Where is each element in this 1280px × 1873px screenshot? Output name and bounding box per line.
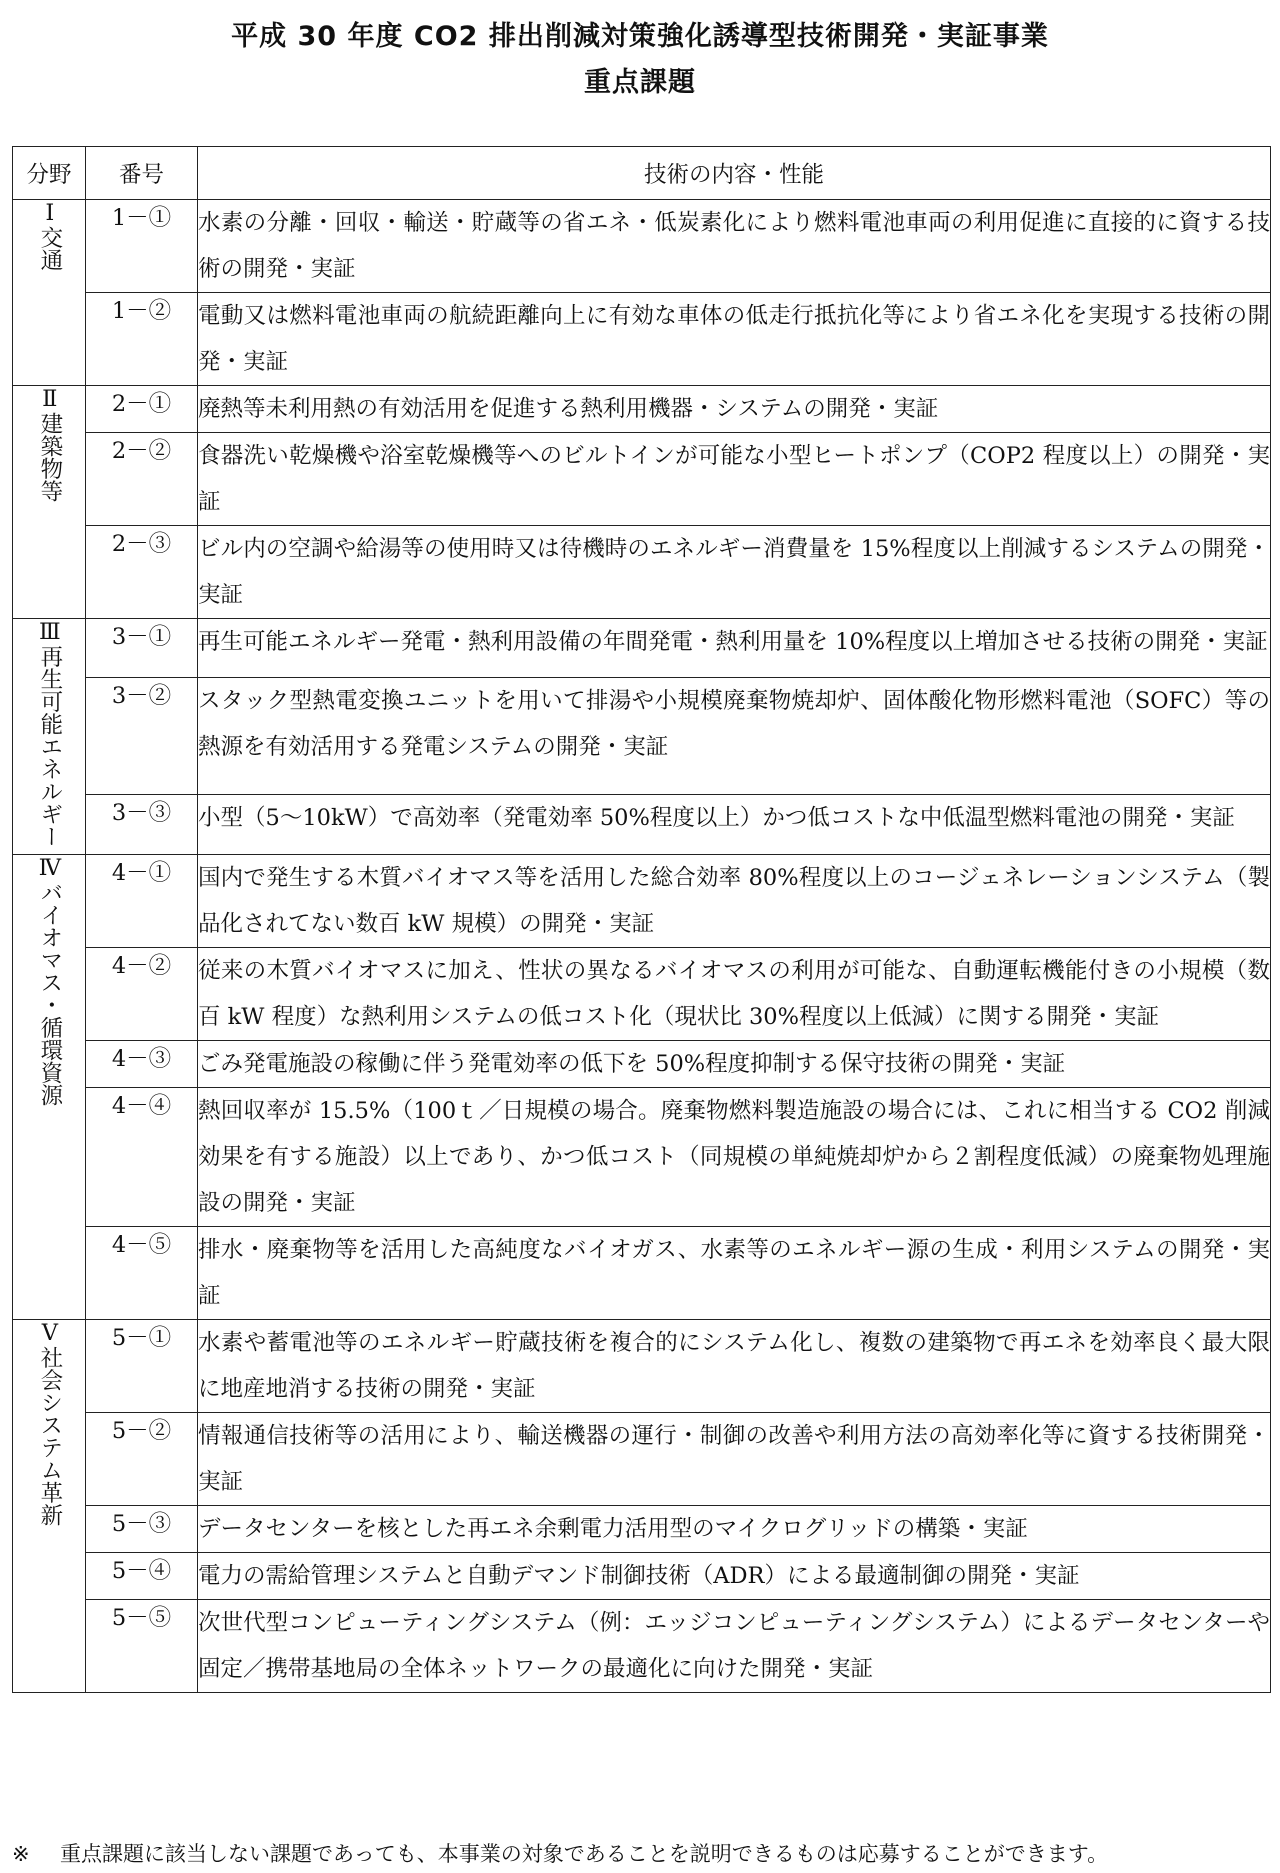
issue-number: 4－③ — [86, 1040, 198, 1087]
issue-description: 食器洗い乾燥機や浴室乾燥機等へのビルトインが可能な小型ヒートポンプ（COP2 程度以上）の開発・実証 — [198, 433, 1271, 526]
footnote — [12, 1838, 1271, 1868]
table-row — [13, 1599, 1271, 1692]
field-cell — [13, 200, 86, 386]
issue-description: 小型（5～10kW）で高効率（発電効率 50%程度以上）かつ低コストな中低温型燃料電池の開発・実証 — [198, 795, 1271, 854]
issue-number: 4－① — [86, 854, 198, 947]
issue-number: 3－① — [86, 619, 198, 678]
table-row — [13, 526, 1271, 619]
issue-number: 5－① — [86, 1319, 198, 1412]
table-row — [13, 433, 1271, 526]
issue-description: ビル内の空調や給湯等の使用時又は待機時のエネルギー消費量を 15%程度以上削減するシステムの開発・実証 — [198, 526, 1271, 619]
table-body — [13, 200, 1271, 1693]
table-row — [13, 854, 1271, 947]
table-row — [13, 1552, 1271, 1599]
table-row — [13, 795, 1271, 854]
table-header-row — [13, 147, 1271, 200]
table-row — [13, 293, 1271, 386]
header-content: 技術の内容・性能 — [198, 147, 1271, 200]
table-row — [13, 1040, 1271, 1087]
issue-number: 5－③ — [86, 1505, 198, 1552]
field-label: Ⅳバイオマス・循環資源 — [36, 854, 63, 1106]
issue-number: 4－④ — [86, 1087, 198, 1226]
issue-description: ごみ発電施設の稼働に伴う発電効率の低下を 50%程度抑制する保守技術の開発・実証 — [198, 1040, 1271, 1087]
table-row — [13, 200, 1271, 293]
table-row — [13, 1087, 1271, 1226]
field-cell — [13, 854, 86, 1319]
issue-number: 5－② — [86, 1412, 198, 1505]
table-row — [13, 1319, 1271, 1412]
issue-description: 電力の需給管理システムと自動デマンド制御技術（ADR）による最適制御の開発・実証 — [198, 1552, 1271, 1599]
table-row — [13, 1226, 1271, 1319]
issue-number: 2－③ — [86, 526, 198, 619]
table-row — [13, 678, 1271, 795]
field-cell — [13, 1319, 86, 1692]
table-row — [13, 1505, 1271, 1552]
issue-description: 排水・廃棄物等を活用した高純度なバイオガス、水素等のエネルギー源の生成・利用システムの開発・実証 — [198, 1226, 1271, 1319]
issue-number: 4－② — [86, 947, 198, 1040]
issue-number: 4－⑤ — [86, 1226, 198, 1319]
issue-description: スタック型熱電変換ユニットを用いて排湯や小規模廃棄物焼却炉、固体酸化物形燃料電池（SOFC）等の熱源を有効活用する発電システムの開発・実証 — [198, 678, 1271, 795]
issue-description: データセンターを核とした再エネ余剰電力活用型のマイクログリッドの構築・実証 — [198, 1505, 1271, 1552]
table-row — [13, 619, 1271, 678]
table-row — [13, 947, 1271, 1040]
priority-issues-table — [12, 146, 1271, 1693]
issue-number: 2－① — [86, 386, 198, 433]
issue-description: 熱回収率が 15.5%（100ｔ／日規模の場合。廃棄物燃料製造施設の場合には、これに相当する CO2 削減効果を有する施設）以上であり、かつ低コスト（同規模の単純焼却炉から２割程度低減）の廃棄物処理施設の開発・実証 — [198, 1087, 1271, 1226]
issue-number: 3－③ — [86, 795, 198, 854]
issue-description: 廃熱等未利用熱の有効活用を促進する熱利用機器・システムの開発・実証 — [198, 386, 1271, 433]
issue-description: 再生可能エネルギー発電・熱利用設備の年間発電・熱利用量を 10%程度以上増加させる技術の開発・実証 — [198, 619, 1271, 678]
issue-number: 1－① — [86, 200, 198, 293]
issue-description: 従来の木質バイオマスに加え、性状の異なるバイオマスの利用が可能な、自動運転機能付きの小規模（数百 kW 程度）な熱利用システムの低コスト化（現状比 30%程度以上低減）に関する開発・実証 — [198, 947, 1271, 1040]
field-label: Ⅲ再生可能エネルギー — [36, 619, 63, 848]
field-label: I交通 — [36, 200, 63, 271]
issue-description: 情報通信技術等の活用により、輸送機器の運行・制御の改善や利用方法の高効率化等に資する技術開発・実証 — [198, 1412, 1271, 1505]
issue-description: 次世代型コンピューティングシステム（例：エッジコンピューティングシステム）によるデータセンターや固定／携帯基地局の全体ネットワークの最適化に向けた開発・実証 — [198, 1599, 1271, 1692]
field-cell — [13, 619, 86, 855]
field-label: Ⅴ社会システム革新 — [36, 1319, 63, 1526]
table-row — [13, 386, 1271, 433]
footnote-mark: ※ — [12, 1842, 30, 1866]
issue-description: 水素の分離・回収・輸送・貯蔵等の省エネ・低炭素化により燃料電池車両の利用促進に直接的に資する技術の開発・実証 — [198, 200, 1271, 293]
document-title: 平成 30 年度 CO2 排出削減対策強化誘導型技術開発・実証事業 — [231, 21, 1049, 52]
issue-number: 5－⑤ — [86, 1599, 198, 1692]
issue-number: 2－② — [86, 433, 198, 526]
footnote-text: 重点課題に該当しない課題であっても、本事業の対象であることを説明できるものは応募することができます。 — [60, 1842, 1109, 1866]
table-row — [13, 1412, 1271, 1505]
header-field: 分野 — [13, 147, 86, 200]
issue-number: 1－② — [86, 293, 198, 386]
issue-number: 5－④ — [86, 1552, 198, 1599]
document-subtitle: 重点課題 — [584, 67, 696, 98]
header-number: 番号 — [86, 147, 198, 200]
field-cell — [13, 386, 86, 619]
issue-description: 国内で発生する木質バイオマス等を活用した総合効率 80%程度以上のコージェネレーションシステム（製品化されてない数百 kW 規模）の開発・実証 — [198, 854, 1271, 947]
issue-number: 3－② — [86, 678, 198, 795]
field-label: Ⅱ建築物等 — [36, 386, 63, 502]
issue-description: 電動又は燃料電池車両の航続距離向上に有効な車体の低走行抵抗化等により省エネ化を実現する技術の開発・実証 — [198, 293, 1271, 386]
issue-description: 水素や蓄電池等のエネルギー貯蔵技術を複合的にシステム化し、複数の建築物で再エネを効率良く最大限に地産地消する技術の開発・実証 — [198, 1319, 1271, 1412]
